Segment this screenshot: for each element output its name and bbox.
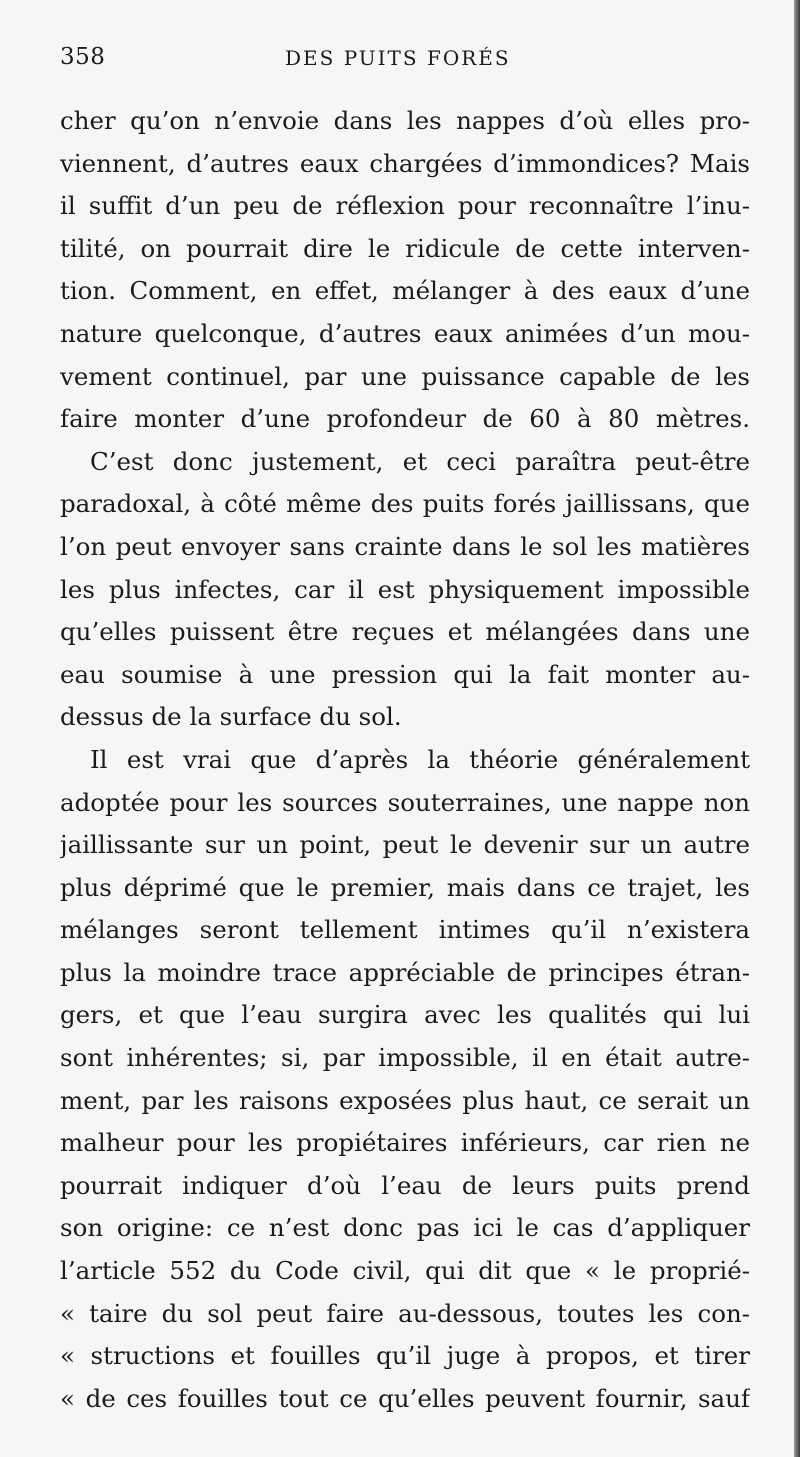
- text-line: gers, et que l’eau surgira avec les qualités qui lui: [60, 1000, 750, 1030]
- text-line: « structions et fouilles qu’il juge à propos, et tirer: [60, 1341, 750, 1371]
- body-text: [60, 100, 750, 1420]
- paragraph: [60, 739, 750, 1421]
- text-line: jaillissante sur un point, peut le devenir sur un autre: [60, 830, 750, 860]
- paragraph: [60, 100, 750, 441]
- text-line: faire monter d’une profondeur de 60 à 80 mètres.: [60, 404, 750, 434]
- text-line: l’article 552 du Code civil, qui dit que « le proprié-: [60, 1256, 750, 1286]
- text-line: qu’elles puissent être reçues et mélangées dans une: [60, 617, 750, 647]
- text-line: plus la moindre trace appréciable de principes étran-: [60, 957, 750, 987]
- page-number: 358: [60, 44, 106, 70]
- text-line: cher qu’on n’envoie dans les nappes d’où elles pro-: [60, 106, 750, 135]
- paragraph: [60, 441, 750, 739]
- text-line: C’est donc justement, et ceci paraîtra peut-être: [90, 446, 750, 476]
- text-line: pourrait indiquer d’où l’eau de leurs puits prend: [60, 1170, 750, 1200]
- text-line: il suffit d’un peu de réflexion pour reconnaître l’inu-: [60, 191, 750, 221]
- text-line: eau soumise à une pression qui la fait monter au-: [60, 659, 750, 689]
- text-line: vement continuel, par une puissance capable de les: [60, 361, 750, 391]
- text-line: son origine: ce n’est donc pas ici le cas d’appliquer: [60, 1213, 750, 1243]
- text-line: mélanges seront tellement intimes qu’il n’existera: [60, 915, 750, 945]
- text-line: nature quelconque, d’autres eaux animées d’un mou-: [60, 318, 750, 348]
- text-line: sont inhérentes; si, par impossible, il en était autre-: [60, 1043, 750, 1073]
- text-line: ment, par les raisons exposées plus haut, ce serait un: [60, 1085, 750, 1115]
- text-line: dessus de la surface du sol.: [60, 702, 402, 732]
- text-line: les plus infectes, car il est physiquement impossible: [60, 574, 750, 604]
- running-title: DES PUITS FORÉS: [285, 46, 511, 70]
- text-line: l’on peut envoyer sans crainte dans le sol les matières: [60, 531, 750, 561]
- text-line: adoptée pour les sources souterraines, une nappe non: [60, 787, 750, 817]
- text-line: « taire du sol peut faire au-dessous, toutes les con-: [60, 1298, 750, 1328]
- text-line: viennent, d’autres eaux chargées d’immondices? Mais: [60, 148, 750, 178]
- text-line: « de ces fouilles tout ce qu’elles peuvent fournir, sauf: [60, 1383, 750, 1413]
- text-line: tion. Comment, en effet, mélanger à des eaux d’une: [60, 276, 750, 306]
- text-line: tilité, on pourrait dire le ridicule de cette interven-: [60, 233, 750, 263]
- text-line: malheur pour les propiétaires inférieurs, car rien ne: [60, 1128, 750, 1158]
- text-line: plus déprimé que le premier, mais dans ce trajet, les: [60, 872, 750, 902]
- page-header: [60, 44, 750, 84]
- scan-border: [794, 0, 800, 1457]
- text-line: Il est vrai que d’après la théorie généralement: [90, 744, 750, 774]
- text-line: paradoxal, à côté même des puits forés jaillissans, que: [60, 489, 750, 519]
